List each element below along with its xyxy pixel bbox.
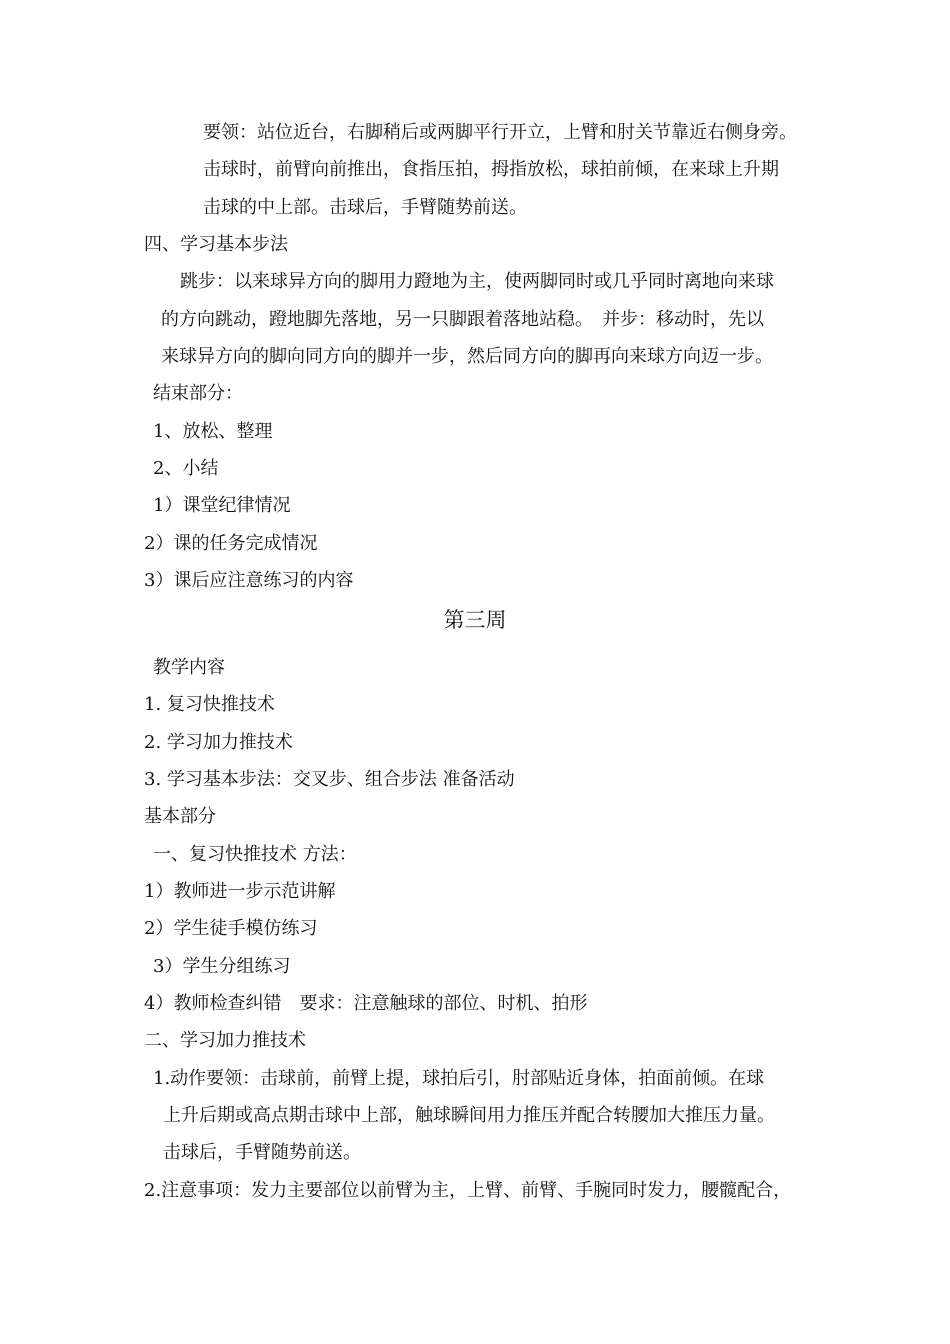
- list-item: 3. 学习基本步法：交叉步、组合步法 准备活动: [144, 769, 515, 790]
- text-line: 上升后期或高点期击球中上部，触球瞬间用力推压并配合转腰加大推压力量。: [163, 1105, 775, 1126]
- text-line: 1.动作要领：击球前，前臂上提，球拍后引，肘部贴近身体，拍面前倾。在球: [153, 1068, 765, 1089]
- section-heading: 基本部分: [144, 806, 216, 827]
- list-item: 2、小结: [153, 458, 219, 479]
- section-heading: 二、学习加力推技术: [144, 1030, 306, 1051]
- text-line: 2.注意事项：发力主要部位以前臂为主，上臂、前臂、手腕同时发力，腰髋配合，: [144, 1180, 792, 1201]
- section-heading: 一、复习快推技术 方法：: [153, 844, 357, 865]
- list-item: 1）教师进一步示范讲解: [144, 881, 336, 902]
- list-item: 1）课堂纪律情况: [153, 495, 291, 516]
- list-item: 3）课后应注意练习的内容: [144, 570, 354, 591]
- section-heading: 教学内容: [153, 657, 225, 678]
- section-heading: 结束部分：: [153, 383, 243, 404]
- text-line: 击球时，前臂向前推出，食指压拍，拇指放松，球拍前倾，在来球上升期: [203, 159, 779, 180]
- list-item: 2）课的任务完成情况: [144, 533, 318, 554]
- section-heading: 四、学习基本步法: [144, 234, 288, 255]
- list-item: 2. 学习加力推技术: [144, 732, 293, 753]
- list-item: 4）教师检查纠错 要求：注意触球的部位、时机、拍形: [144, 993, 588, 1014]
- list-item: 3）学生分组练习: [153, 956, 291, 977]
- text-line: 的方向跳动，蹬地脚先落地，另一只脚跟着落地站稳。 并步：移动时，先以: [161, 309, 764, 330]
- list-item: 2）学生徒手模仿练习: [144, 918, 318, 939]
- text-line: 要领：站位近台，右脚稍后或两脚平行开立，上臂和肘关节靠近右侧身旁。: [203, 122, 797, 143]
- week-title: 第三周: [443, 608, 507, 632]
- text-line: 击球后，手臂随势前送。: [163, 1142, 361, 1163]
- text-line: 来球异方向的脚向同方向的脚并一步，然后同方向的脚再向来球方向迈一步。: [161, 346, 773, 367]
- list-item: 1. 复习快推技术: [144, 694, 275, 715]
- text-line: 击球的中上部。击球后，手臂随势前送。: [203, 197, 527, 218]
- list-item: 1、放松、整理: [153, 421, 273, 442]
- text-line: 跳步：以来球异方向的脚用力蹬地为主，使两脚同时或几乎同时离地向来球: [180, 271, 774, 292]
